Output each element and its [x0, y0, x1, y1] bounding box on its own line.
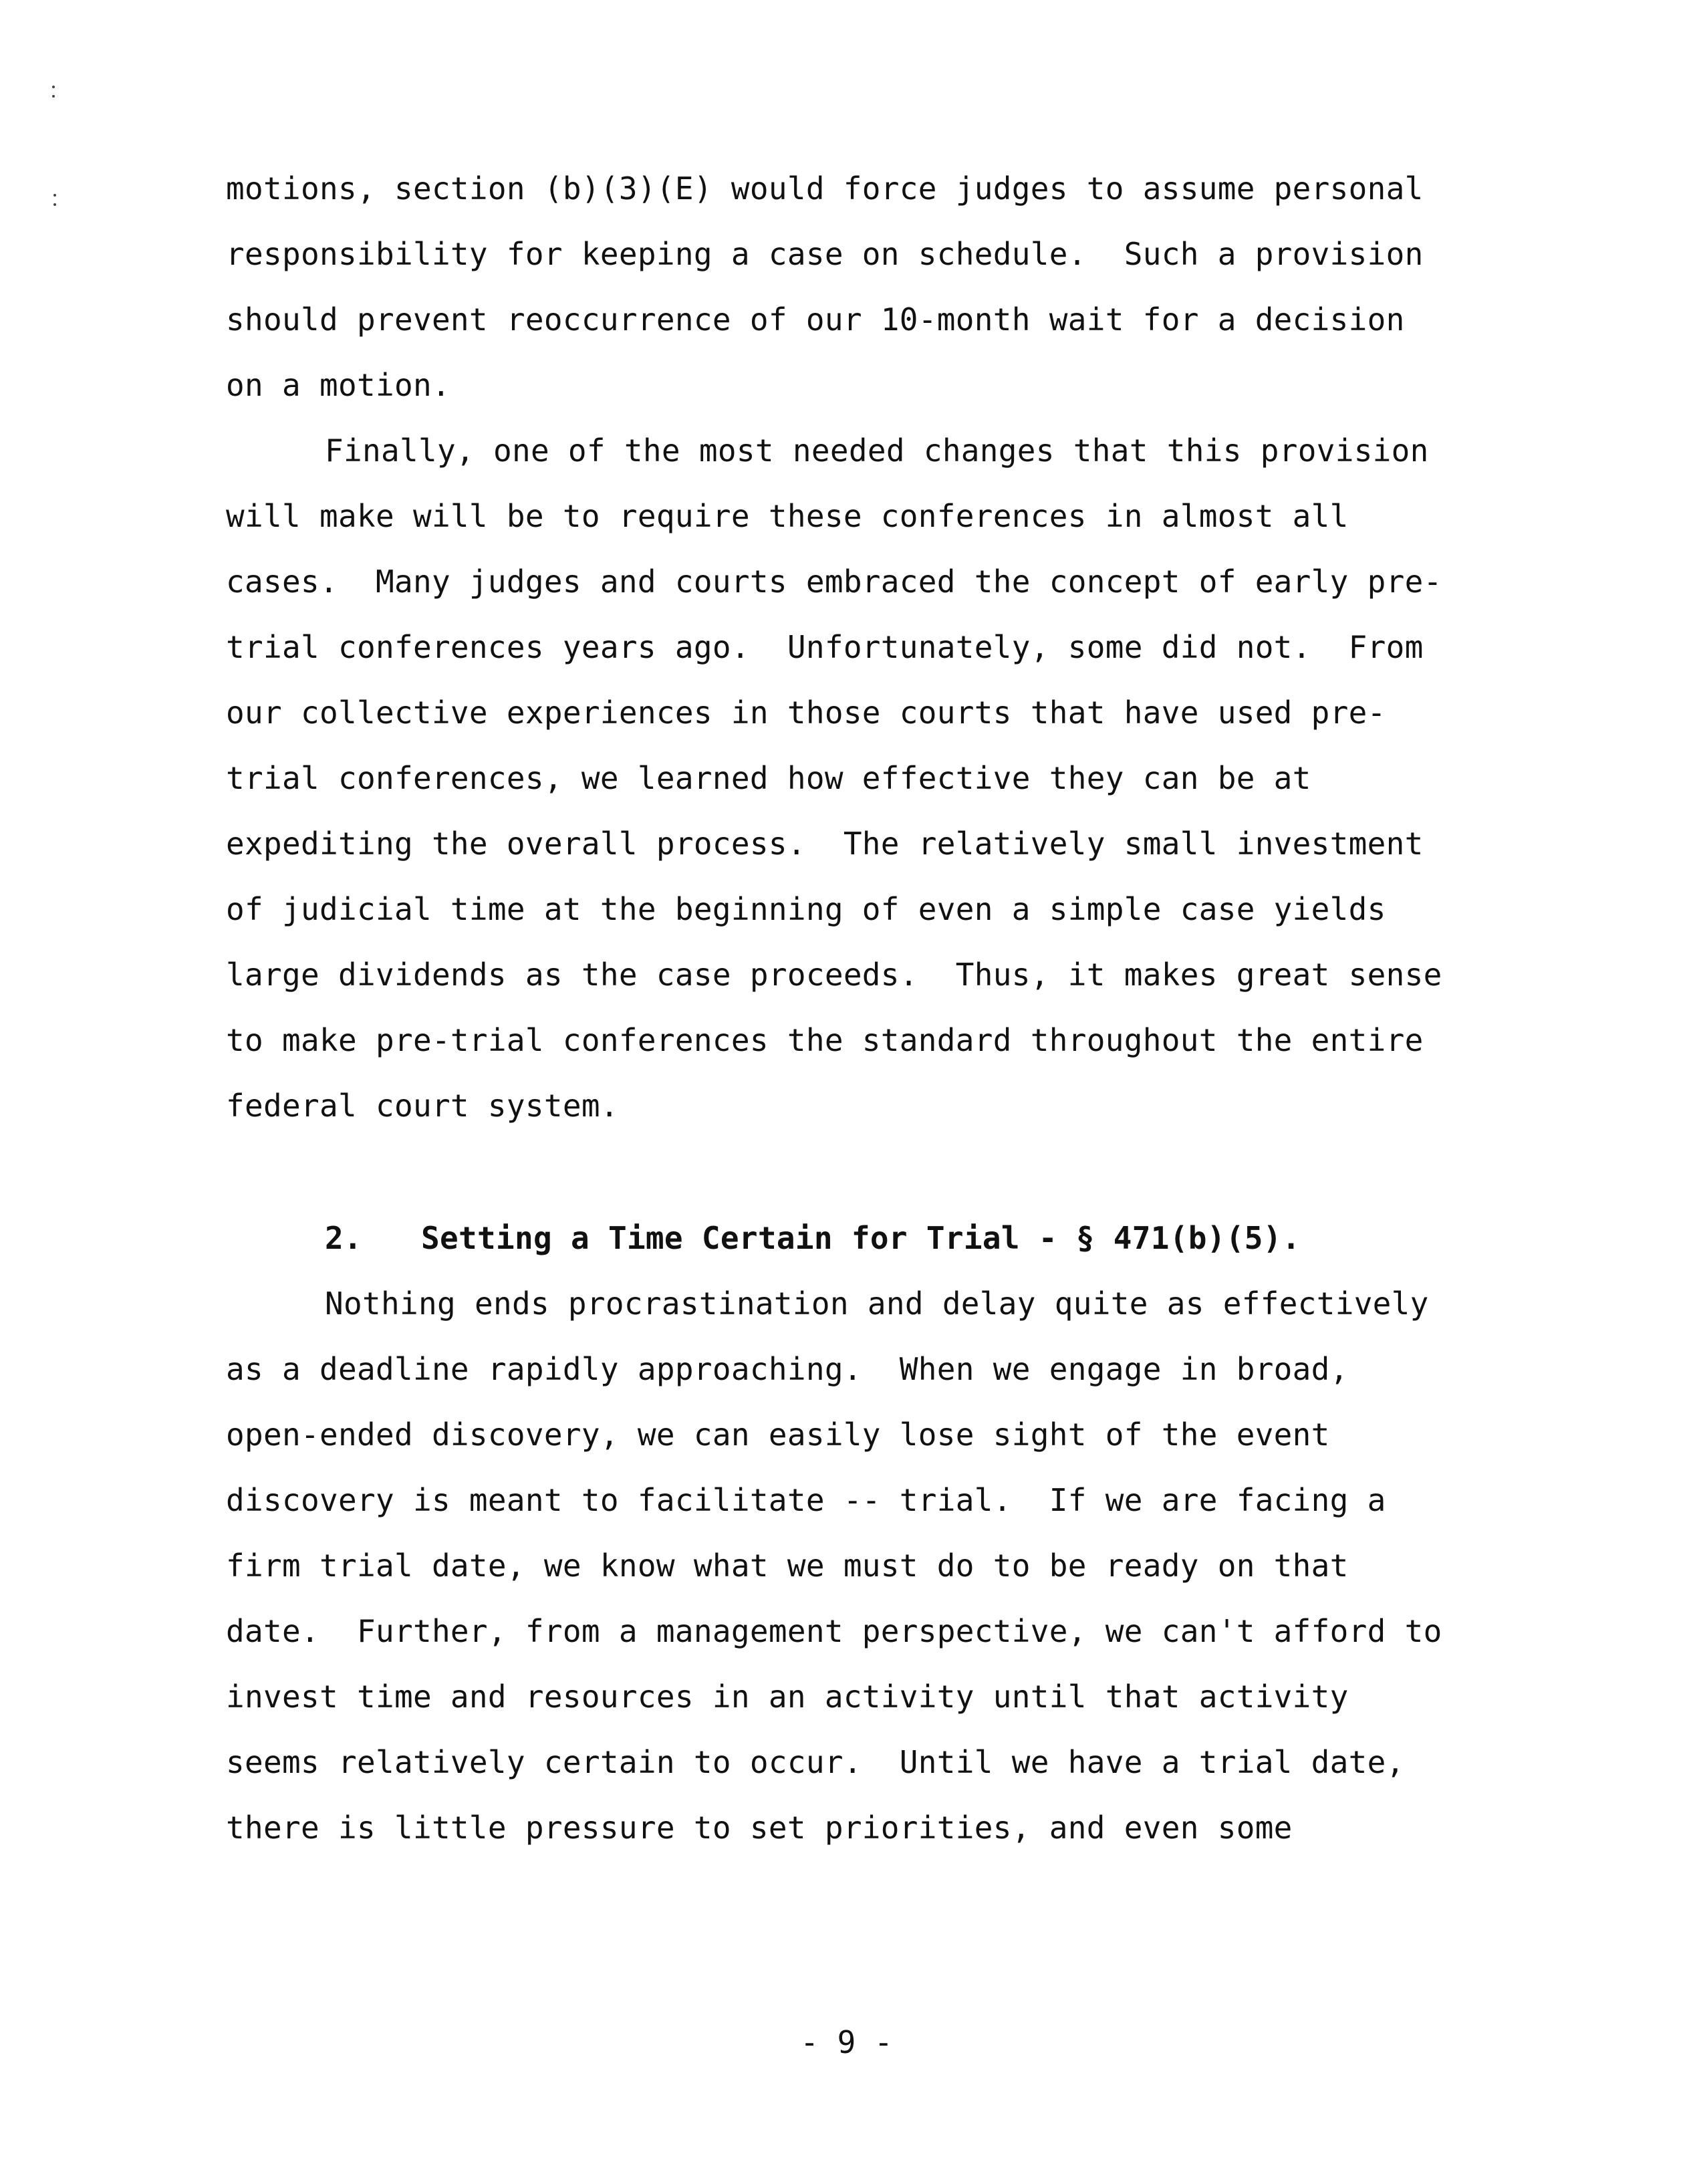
text-line: there is little pressure to set priorities, and even some — [226, 1810, 1293, 1846]
text-line: as a deadline rapidly approaching. When we engage in broad, — [226, 1351, 1349, 1387]
text-line: large dividends as the case proceeds. Thus, it makes great sense — [226, 957, 1442, 993]
scan-speck — [53, 194, 56, 197]
page-number: - 9 - — [800, 2024, 893, 2060]
text-line: date. Further, from a management perspective, we can't afford to — [226, 1613, 1442, 1649]
text-line: federal court system. — [226, 1088, 619, 1124]
scan-speck — [52, 86, 55, 88]
text-line: will make will be to require these conferences in almost all — [226, 498, 1349, 534]
text-line: of judicial time at the beginning of even a simple case yields — [226, 891, 1386, 927]
text-line: cases. Many judges and courts embraced the concept of early pre- — [226, 564, 1442, 600]
text-line: expediting the overall process. The relatively small investment — [226, 826, 1424, 862]
text-line: trial conferences, we learned how effective they can be at — [226, 760, 1311, 796]
text-line: responsibility for keeping a case on schedule. Such a provision — [226, 236, 1424, 272]
text-line: trial conferences years ago. Unfortunately, some did not. From — [226, 629, 1424, 665]
scan-speck — [53, 203, 56, 206]
text-line: to make pre-trial conferences the standard throughout the entire — [226, 1022, 1424, 1058]
text-line: motions, section (b)(3)(E) would force judges to assume personal — [226, 170, 1424, 207]
text-line: open-ended discovery, we can easily lose sight of the event — [226, 1417, 1330, 1453]
text-line: invest time and resources in an activity until that activity — [226, 1679, 1349, 1715]
section-title: Setting a Time Certain for Trial - § 471(b)(5). — [421, 1220, 1301, 1256]
text-line: firm trial date, we know what we must do to be ready on that — [226, 1548, 1349, 1584]
text-line: Nothing ends procrastination and delay quite as effectively — [325, 1286, 1429, 1322]
text-line: should prevent reoccurrence of our 10-month wait for a decision — [226, 301, 1405, 338]
text-line: Finally, one of the most needed changes that this provision — [325, 433, 1429, 469]
text-line: discovery is meant to facilitate -- trial. If we are facing a — [226, 1482, 1386, 1518]
text-line: on a motion. — [226, 367, 450, 403]
section-heading — [325, 1218, 1301, 1258]
section-number: 2. — [325, 1220, 362, 1256]
scan-speck — [52, 95, 55, 98]
text-line: seems relatively certain to occur. Until we have a trial date, — [226, 1744, 1405, 1780]
text-line: our collective experiences in those courts that have used pre- — [226, 695, 1386, 731]
